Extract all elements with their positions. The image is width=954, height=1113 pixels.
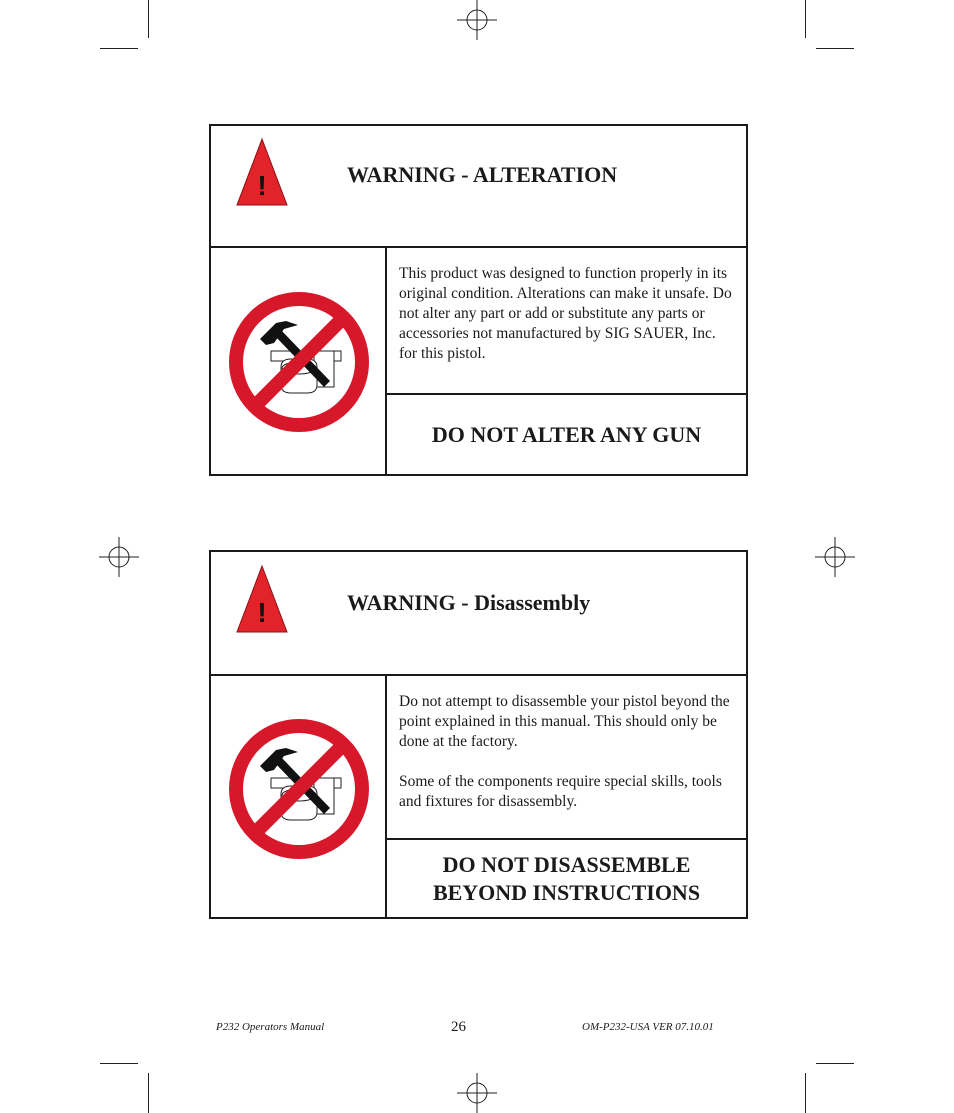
command-line: DO NOT DISASSEMBLE bbox=[442, 851, 691, 877]
warning-paragraph: This product was designed to function properly in its original condition. Alterations can make it unsafe. Do not alter any part or add or substitute any parts or accessories not manufactured by SIG SAUER, Inc. for this pistol. bbox=[399, 265, 732, 362]
no-tools-prohibition-icon bbox=[226, 289, 372, 435]
warning-disassembly-box bbox=[209, 550, 748, 919]
exclamation-triangle-icon bbox=[235, 564, 289, 634]
command-cell bbox=[387, 395, 746, 474]
warning-paragraph: Some of the components require special skills, tools and fixtures for disassembly. bbox=[399, 773, 722, 810]
command-line: BEYOND INSTRUCTIONS bbox=[432, 879, 701, 905]
warning-text-cell bbox=[387, 676, 746, 840]
warning-paragraph: Do not attempt to disassemble your pistol beyond the point explained in this manual. This should only be done at the factory. bbox=[399, 693, 730, 750]
crop-mark bbox=[148, 0, 149, 38]
warning-text-cell bbox=[387, 248, 746, 395]
crop-mark bbox=[100, 1063, 138, 1064]
exclamation-glyph: ! bbox=[257, 597, 267, 628]
pictogram-cell bbox=[211, 676, 387, 917]
warning-header bbox=[211, 552, 746, 676]
warning-alteration-box bbox=[209, 124, 748, 476]
no-tools-prohibition-icon bbox=[226, 716, 372, 862]
warning-title: WARNING - Disassembly bbox=[347, 590, 591, 615]
command-line: DO NOT ALTER ANY GUN bbox=[431, 421, 702, 447]
warning-command bbox=[432, 421, 701, 449]
registration-mark-icon bbox=[457, 0, 497, 40]
warning-title: WARNING - ALTERATION bbox=[347, 162, 618, 187]
registration-mark-icon bbox=[99, 537, 139, 577]
footer-version: OM-P232-USA VER 07.10.01 bbox=[582, 1021, 714, 1033]
command-cell bbox=[387, 840, 746, 917]
crop-mark bbox=[816, 1063, 854, 1064]
warning-header bbox=[211, 126, 746, 248]
registration-mark-icon bbox=[815, 537, 855, 577]
footer-page-number: 26 bbox=[451, 1019, 466, 1035]
registration-mark-icon bbox=[457, 1073, 497, 1113]
pictogram-cell bbox=[211, 248, 387, 474]
crop-mark bbox=[100, 48, 138, 49]
footer-manual-title: P232 Operators Manual bbox=[216, 1021, 325, 1033]
warning-command bbox=[433, 851, 700, 907]
crop-mark bbox=[816, 48, 854, 49]
crop-mark bbox=[805, 1073, 806, 1113]
warning-body bbox=[211, 676, 746, 917]
exclamation-glyph: ! bbox=[257, 170, 267, 201]
crop-mark bbox=[805, 0, 806, 38]
exclamation-triangle-icon bbox=[235, 137, 289, 207]
crop-mark bbox=[148, 1073, 149, 1113]
warning-body bbox=[211, 248, 746, 474]
